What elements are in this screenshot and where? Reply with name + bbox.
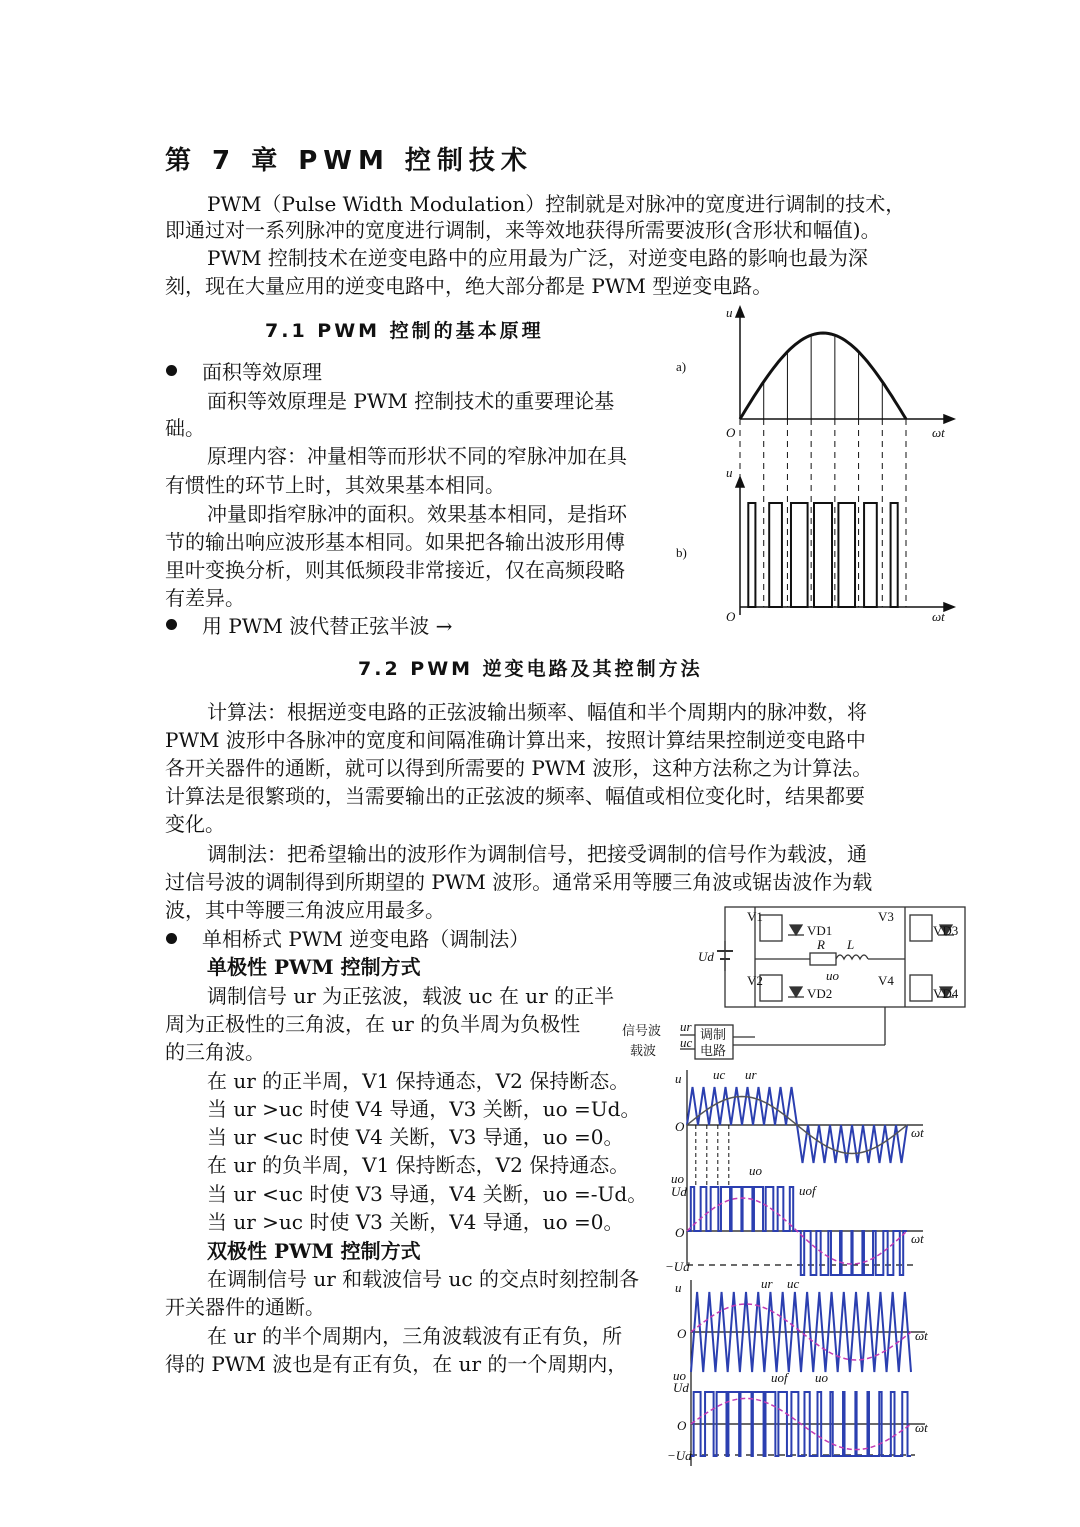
uni-line-7: 在 ur 的负半周，V1 保持断态，V2 保持通态。 [207,1153,630,1177]
uni-line-5: 当 ur >uc 时使 V4 导通，V3 关断，uo =Ud。 [207,1097,641,1121]
calc-line-2: PWM 波形中各脉冲的宽度和间隔准确计算出来，按照计算结果控制逆变电路中 [165,728,866,752]
unipolar-title: 单极性 PWM 控制方式 [207,955,421,979]
s1-line-6: 节的输出响应波形基本相同。如果把各输出波形用傅 [165,530,625,554]
uni-u-label: u [675,1071,682,1086]
fig1-u-label-a: u [726,305,733,320]
bullet-single-phase-bridge: 单相桥式 PWM 逆变电路（调制法） [202,927,530,951]
bi-uo-axis: uo [673,1368,686,1383]
calc-line-5: 变化。 [165,812,225,836]
uni-ur-label: ur [745,1067,757,1082]
bi-neg-ud-label: −Ud [667,1448,692,1463]
bi-origin-2: O [677,1418,687,1433]
s1-line-3: 原理内容：冲量相等而形状不同的窄脉冲加在具 [207,444,627,468]
section-7-1-title: 7.1 PWM 控制的基本原理 [265,320,544,342]
intro-line-4: 刻，现在大量应用的逆变电路中，绝大部分都是 PWM 型逆变电路。 [165,274,773,298]
fig1-wt-b: ωt [932,609,945,624]
label-v2: V2 [747,973,763,988]
bipolar-title: 双极性 PWM 控制方式 [207,1239,421,1263]
pwm-pulse [814,503,832,607]
mod-line-1: 调制法：把希望输出的波形作为调制信号，把接受调制的信号作为载波，通 [207,842,867,866]
uni-ud-label: Ud [671,1184,687,1199]
uni-line-3: 的三角波。 [165,1040,265,1064]
uni-line-8: 当 ur <uc 时使 V3 导通，V4 关断，uo =-Ud。 [207,1182,648,1206]
s1-line-7: 里叶变换分析，则其低频段非常接近，仅在高频段略 [165,558,625,582]
bullet-icon [166,365,177,376]
label-v1: V1 [747,909,763,924]
uni-uo-label: uo [749,1163,762,1178]
label-l: L [847,937,855,952]
bi-ud-label: Ud [673,1380,689,1395]
label-ud: Ud [698,949,714,964]
bi-line-2: 开关器件的通断。 [165,1295,325,1319]
bullet-pwm-replace-sine: 用 PWM 波代替正弦半波 → [202,614,453,638]
calc-line-4: 计算法是很繁琐的，当需要输出的正弦波的频率、幅值或相位变化时，结果都要 [165,784,865,808]
uni-line-1: 调制信号 ur 为正弦波，载波 uc 在 ur 的正半 [207,984,615,1008]
uni-line-2: 周为正极性的三角波，在 ur 的负半周为负极性 [165,1012,581,1036]
bridge-inverter-circuit [620,905,970,1065]
bi-line-3: 在 ur 的半个周期内，三角波载波有正有负，所 [207,1324,623,1348]
sine-half-wave [740,333,906,419]
mod-line-3: 波，其中等腰三角波应用最多。 [165,898,445,922]
label-vd3: VD3 [933,923,959,938]
pwm-pulse [769,503,782,607]
label-ur: ur [680,1019,692,1034]
bi-wt-1: ωt [915,1328,928,1343]
s1-line-8: 有差异。 [165,586,245,610]
pwm-pulse [791,503,808,607]
pwm-pulse [748,503,755,607]
fig1-u-label-b: u [726,465,733,480]
calc-line-3: 各开关器件的通断，就可以得到所需要的 PWM 波形，这种方法称之为计算法。 [165,756,873,780]
label-signal-wave: 信号波 [622,1023,662,1038]
label-r: R [817,937,825,952]
bi-u-label: u [675,1280,682,1295]
section-7-2-title: 7.2 PWM 逆变电路及其控制方法 [358,658,703,680]
bipolar-pwm-waveforms [665,1278,955,1468]
label-carrier-wave: 载波 [630,1043,657,1058]
pwm-pulse [891,503,898,607]
bi-origin-1: O [677,1326,687,1341]
bi-line-1: 在调制信号 ur 和载波信号 uc 的交点时刻控制各 [207,1267,639,1291]
fig1-label-b: b) [676,545,687,560]
bullet-area-equivalence: 面积等效原理 [202,360,322,384]
fig1-label-a: a) [676,359,687,374]
label-v4: V4 [878,973,894,988]
pwm-pulse [838,503,855,607]
label-vd1: VD1 [807,923,833,938]
label-ctrl-2: 电路 [700,1043,727,1058]
bi-wt-2: ωt [915,1420,928,1435]
uni-line-6: 当 ur <uc 时使 V4 关断，V3 导通，uo =0。 [207,1125,624,1149]
uni-uof-label: uof [799,1183,816,1198]
s1-line-4: 有惯性的环节上时，其效果基本相同。 [165,473,505,497]
label-vd4: VD4 [933,986,959,1001]
uni-wt-2: ωt [911,1231,924,1246]
uni-wt-1: ωt [911,1125,924,1140]
label-v3: V3 [878,909,894,924]
intro-line-3: PWM 控制技术在逆变电路中的应用最为广泛，对逆变电路的影响也最为深 [207,246,868,270]
s1-line-5: 冲量即指窄脉冲的面积。效果基本相同，是指环 [207,502,627,526]
uni-line-9: 当 ur >uc 时使 V3 关断，V4 导通，uo =0。 [207,1210,624,1234]
bi-uo-label: uo [815,1370,828,1385]
fig1-origin-b: O [726,609,736,624]
calc-line-1: 计算法：根据逆变电路的正弦波输出频率、幅值和半个周期内的脉冲数，将 [207,700,867,724]
figure-sine-vs-pwm [676,305,966,625]
mod-line-2: 过信号波的调制得到所期望的 PWM 波形。通常采用等腰三角波或锯齿波作为载 [165,870,873,894]
uni-line-4: 在 ur 的正半周，V1 保持通态，V2 保持断态。 [207,1069,630,1093]
intro-line-2: 即通过对一系列脉冲的宽度进行调制，来等效地获得所需要波形(含形状和幅值)。 [165,218,881,242]
s1-line-1: 面积等效原理是 PWM 控制技术的重要理论基 [207,389,615,413]
unipolar-pwm-waveforms [665,1065,945,1275]
label-vd2: VD2 [807,986,833,1001]
uni-neg-ud-label: −Ud [665,1259,690,1274]
label-uo: uo [826,968,839,983]
bi-line-4: 得的 PWM 波也是有正有负，在 ur 的一个周期内， [165,1352,628,1376]
intro-line-1: PWM（Pulse Width Modulation）控制就是对脉冲的宽度进行调制的技术， [207,192,906,216]
pwm-pulse [864,503,877,607]
uni-origin-2: O [675,1225,685,1240]
uni-uo-axis: uo [671,1171,684,1186]
bullet-icon [166,933,177,944]
s1-line-2: 础。 [165,416,205,440]
label-uc: uc [680,1035,693,1050]
bi-uof-label: uof [771,1370,788,1385]
uni-uc-label: uc [713,1067,726,1082]
bi-ur-label: ur [761,1276,773,1291]
chapter-title: 第 7 章 PWM 控制技术 [165,146,533,176]
bi-uc-label: uc [787,1276,800,1291]
fig1-origin-a: O [726,425,736,440]
uni-origin-1: O [675,1119,685,1134]
bullet-icon [166,619,177,630]
fig1-wt-a: ωt [932,425,945,440]
label-ctrl-1: 调制 [700,1027,727,1042]
